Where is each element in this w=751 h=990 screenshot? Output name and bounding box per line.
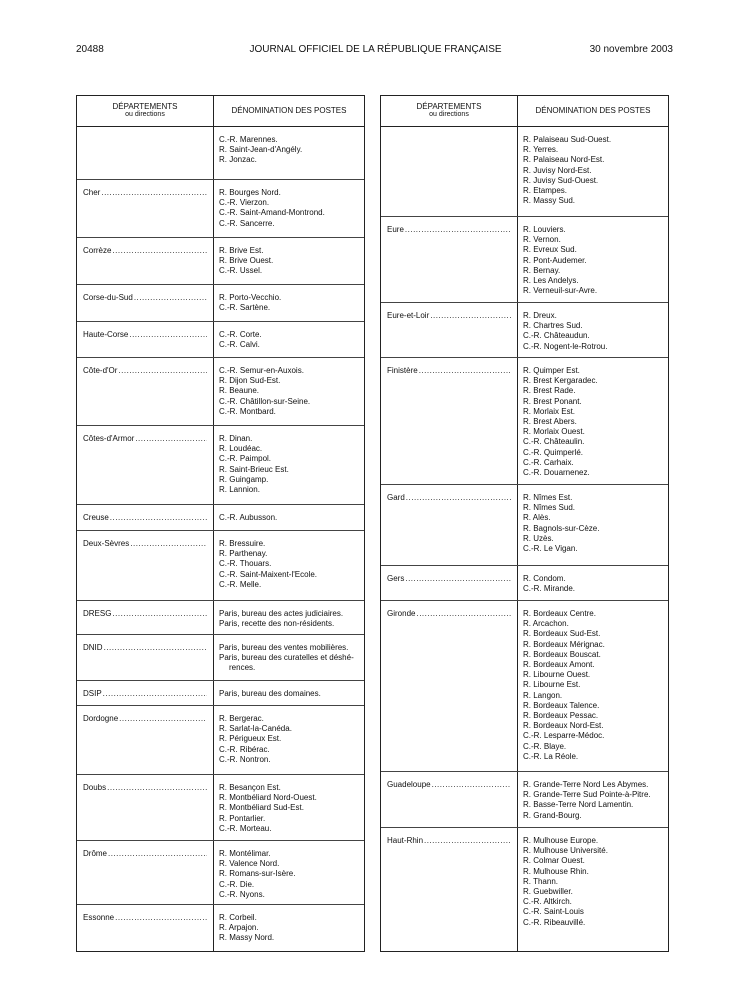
poste-entry: R. Brest Rade. bbox=[523, 386, 576, 396]
table-row bbox=[381, 772, 668, 828]
departement-cell bbox=[83, 714, 207, 724]
poste-entry: C.-R. La Réole. bbox=[523, 751, 579, 761]
departement-name: Haut-Rhin bbox=[387, 836, 424, 845]
poste-entry: R. Dreux. bbox=[523, 311, 557, 320]
departement-cell bbox=[83, 366, 207, 376]
poste-entry: C.-R. Altkirch. bbox=[523, 897, 572, 907]
leader-dots bbox=[115, 913, 207, 923]
postes-cell bbox=[219, 681, 364, 705]
leader-dots bbox=[419, 366, 511, 376]
poste-entry: C.-R. Blaye. bbox=[523, 741, 567, 751]
table-row bbox=[77, 635, 364, 681]
table-row bbox=[77, 358, 364, 426]
departement-name: Essonne bbox=[83, 913, 115, 922]
poste-entry: R. Louviers. bbox=[523, 225, 566, 234]
postes-cell bbox=[523, 303, 668, 358]
postes-cell bbox=[219, 358, 364, 423]
poste-entry: R. Bordeaux Mérignac. bbox=[523, 639, 605, 649]
header-departements bbox=[77, 96, 213, 126]
table-row bbox=[77, 531, 364, 601]
postes-cell bbox=[219, 775, 364, 840]
departement-name: DSIP bbox=[83, 689, 102, 698]
poste-entry: R. Brest Kergaradec. bbox=[523, 376, 598, 386]
leader-dots bbox=[112, 609, 207, 619]
leader-dots bbox=[107, 783, 207, 793]
table-row bbox=[381, 601, 668, 772]
poste-entry: C.-R. Carhaix. bbox=[523, 457, 574, 467]
table-row bbox=[77, 285, 364, 322]
poste-entry: R. Bordeaux Amont. bbox=[523, 660, 595, 670]
postes-cell bbox=[219, 531, 364, 596]
poste-entry: R. Loudéac. bbox=[219, 444, 263, 454]
poste-entry: C.-R. Châteaulin. bbox=[523, 437, 585, 447]
poste-entry: C.-R. Ribérac. bbox=[219, 744, 270, 754]
departement-name: DNID bbox=[83, 643, 103, 652]
poste-entry: C.-R. Montbard. bbox=[219, 406, 276, 416]
departement-name: Creuse bbox=[83, 513, 109, 522]
leader-dots bbox=[135, 434, 207, 444]
poste-entry: R. Lannion. bbox=[219, 485, 260, 495]
poste-entry: C.-R. Nyons. bbox=[219, 889, 265, 899]
postes-cell bbox=[219, 635, 364, 680]
poste-entry: R. Corbeil. bbox=[219, 913, 257, 922]
table-row bbox=[77, 505, 364, 531]
poste-entry: C.-R. Sancerre. bbox=[219, 218, 275, 228]
poste-entry: R. Palaiseau Nord-Est. bbox=[523, 155, 605, 165]
poste-entry: C.-R. Saint-Louis bbox=[523, 907, 584, 917]
table-row bbox=[381, 217, 668, 303]
poste-entry: R. Uzès. bbox=[523, 533, 554, 543]
postes-cell bbox=[523, 601, 668, 768]
poste-entry: R. Guebwiller. bbox=[523, 887, 573, 897]
poste-entry: C.-R. Calvi. bbox=[219, 340, 260, 350]
departement-cell bbox=[387, 493, 511, 503]
postes-cell bbox=[219, 426, 364, 501]
poste-entry: C.-R. Corte. bbox=[219, 330, 262, 339]
table-row bbox=[77, 180, 364, 238]
poste-entry: R. Sarlat-la-Canéda. bbox=[219, 724, 292, 734]
poste-entry: R. Quimper Est. bbox=[523, 366, 580, 375]
poste-entry: R. Nîmes Sud. bbox=[523, 503, 576, 513]
departement-cell bbox=[83, 434, 207, 444]
postes-cell bbox=[219, 505, 364, 529]
poste-entry: C.-R. Melle. bbox=[219, 579, 262, 589]
departement-name: Deux-Sèvres bbox=[83, 539, 130, 548]
poste-entry: R. Brive Est. bbox=[219, 246, 264, 255]
leader-dots bbox=[134, 293, 207, 303]
poste-entry: C.-R. Saint-Amand-Montrond. bbox=[219, 208, 325, 218]
poste-entry: Paris, bureau des ventes mobilières. bbox=[219, 643, 349, 652]
poste-entry: R. Brest Ponant. bbox=[523, 396, 582, 406]
poste-entry: R. Romans-sur-Isère. bbox=[219, 869, 296, 879]
header-denomination: DÉNOMINATION DES POSTES bbox=[535, 106, 651, 115]
poste-entry: R. Etampes. bbox=[523, 186, 568, 196]
postes-cell bbox=[219, 180, 364, 235]
leader-dots bbox=[416, 609, 511, 619]
poste-entry: R. Beaune. bbox=[219, 386, 260, 396]
header-denomination: DÉNOMINATION DES POSTES bbox=[231, 106, 347, 115]
postes-cell bbox=[219, 841, 364, 906]
header-departements-sub: ou directions bbox=[125, 111, 165, 118]
departement-cell bbox=[387, 609, 511, 619]
poste-entry: R. Thann. bbox=[523, 876, 558, 886]
poste-entry: C.-R. Châteaudun. bbox=[523, 331, 590, 341]
postes-cell bbox=[523, 772, 668, 827]
departement-name: Corrèze bbox=[83, 246, 112, 255]
table-right-column bbox=[380, 95, 669, 952]
postes-cell bbox=[219, 706, 364, 771]
poste-entry: R. Basse-Terre Nord Lamentin. bbox=[523, 800, 634, 810]
header-departements-sub: ou directions bbox=[429, 111, 469, 118]
poste-entry: C.-R. Quimperlé. bbox=[523, 447, 584, 457]
poste-entry: R. Dijon Sud-Est. bbox=[219, 376, 281, 386]
poste-entry: R. Alès. bbox=[523, 513, 551, 523]
poste-entry: R. Bordeaux Centre. bbox=[523, 609, 596, 618]
table-row bbox=[381, 566, 668, 601]
postes-cell bbox=[523, 828, 668, 934]
table-row bbox=[77, 127, 364, 180]
poste-entry: R. Langon. bbox=[523, 690, 563, 700]
poste-entry: R. Nîmes Est. bbox=[523, 493, 573, 502]
table-rows-right bbox=[381, 127, 668, 951]
poste-entry: R. Pont-Audemer. bbox=[523, 255, 587, 265]
departement-name: Eure-et-Loir bbox=[387, 311, 430, 320]
leader-dots bbox=[118, 366, 207, 376]
departement-name: Doubs bbox=[83, 783, 107, 792]
poste-entry: Paris, bureau des actes judiciaires. bbox=[219, 609, 344, 618]
poste-entry: R. Massy Nord. bbox=[219, 933, 275, 943]
poste-entry: C.-R. Nontron. bbox=[219, 754, 271, 764]
departement-cell bbox=[387, 780, 511, 790]
poste-entry: R. Montbéliard Nord-Ouest. bbox=[219, 793, 317, 803]
poste-entry: C.-R. Châtillon-sur-Seine. bbox=[219, 396, 311, 406]
poste-entry: R. Colmar Ouest. bbox=[523, 856, 585, 866]
departement-name: Côtes-d'Armor bbox=[83, 434, 135, 443]
poste-entry: R. Juvisy Sud-Ouest. bbox=[523, 175, 599, 185]
poste-entry: R. Valence Nord. bbox=[219, 859, 280, 869]
departement-cell bbox=[83, 609, 207, 619]
poste-entry: C.-R. Thouars. bbox=[219, 559, 272, 569]
postes-cell bbox=[523, 217, 668, 302]
header-departements-label: DÉPARTEMENTS bbox=[416, 102, 482, 111]
poste-entry: R. Jonzac. bbox=[219, 155, 257, 165]
poste-entry: R. Bordeaux Sud-Est. bbox=[523, 629, 601, 639]
poste-entry: R. Morlaix Est. bbox=[523, 406, 576, 416]
departement-name: Gers bbox=[387, 574, 405, 583]
departement-name: Guadeloupe bbox=[387, 780, 431, 789]
poste-entry: Paris, bureau des curatelles et déshé- bbox=[219, 653, 354, 663]
poste-entry: C.-R. Lesparre-Médoc. bbox=[523, 731, 605, 741]
postes-cell bbox=[523, 566, 668, 600]
departement-name: Finistère bbox=[387, 366, 418, 375]
poste-entry: R. Dinan. bbox=[219, 434, 253, 443]
departement-name: Dordogne bbox=[83, 714, 119, 723]
publication-date: 30 novembre 2003 bbox=[589, 44, 673, 55]
poste-entry: R. Arcachon. bbox=[523, 619, 569, 629]
table-row bbox=[77, 601, 364, 635]
header-departements-label: DÉPARTEMENTS bbox=[112, 102, 178, 111]
poste-entry: R. Massy Sud. bbox=[523, 196, 576, 206]
poste-entry: rences. bbox=[229, 663, 256, 673]
leader-dots bbox=[430, 311, 511, 321]
departement-cell bbox=[83, 539, 207, 549]
table-row bbox=[381, 303, 668, 358]
poste-entry: R. Bagnols-sur-Cèze. bbox=[523, 523, 600, 533]
poste-entry: C.-R. Sartène. bbox=[219, 303, 271, 313]
poste-entry: R. Libourne Est. bbox=[523, 680, 581, 690]
poste-entry: R. Mulhouse Université. bbox=[523, 846, 608, 856]
departement-cell bbox=[387, 311, 511, 321]
leader-dots bbox=[110, 513, 207, 523]
poste-entry: R. Condom. bbox=[523, 574, 566, 583]
poste-entry: C.-R. Die. bbox=[219, 879, 255, 889]
poste-entry: R. Les Andelys. bbox=[523, 276, 579, 286]
postes-cell bbox=[523, 127, 668, 212]
table-row bbox=[77, 905, 364, 951]
table-left-column bbox=[76, 95, 365, 952]
departement-name: Gard bbox=[387, 493, 405, 502]
departement-cell bbox=[387, 574, 511, 584]
poste-entry: R. Vernon. bbox=[523, 235, 561, 245]
poste-entry: Paris, bureau des domaines. bbox=[219, 689, 321, 698]
leader-dots bbox=[424, 836, 511, 846]
table-row bbox=[77, 775, 364, 841]
poste-entry: R. Bressuire. bbox=[219, 539, 266, 548]
poste-entry: C.-R. Saint-Maixent-l'Ecole. bbox=[219, 569, 317, 579]
poste-entry: C.-R. Vierzon. bbox=[219, 198, 270, 208]
departement-cell bbox=[83, 689, 207, 699]
poste-entry: R. Palaiseau Sud-Ouest. bbox=[523, 135, 612, 144]
table-row bbox=[77, 681, 364, 706]
poste-entry: R. Evreux Sud. bbox=[523, 245, 577, 255]
postes-cell bbox=[219, 322, 364, 356]
poste-entry: R. Juvisy Nord-Est. bbox=[523, 165, 592, 175]
poste-entry: R. Mulhouse Europe. bbox=[523, 836, 599, 845]
poste-entry: R. Bordeaux Pessac. bbox=[523, 711, 599, 721]
table-row bbox=[381, 828, 668, 940]
poste-entry: R. Parthenay. bbox=[219, 549, 268, 559]
poste-entry: R. Bergerac. bbox=[219, 714, 264, 723]
poste-entry: C.-R. Semur-en-Auxois. bbox=[219, 366, 304, 375]
leader-dots bbox=[112, 246, 207, 256]
departement-name: DRESG bbox=[83, 609, 112, 618]
poste-entry: R. Bernay. bbox=[523, 265, 561, 275]
poste-entry: C.-R. Marennes. bbox=[219, 135, 278, 144]
postes-cell bbox=[219, 238, 364, 283]
poste-entry: R. Bordeaux Nord-Est. bbox=[523, 721, 604, 731]
poste-entry: R. Montbéliard Sud-Est. bbox=[219, 803, 304, 813]
page-number: 20488 bbox=[76, 44, 104, 55]
leader-dots bbox=[129, 330, 207, 340]
poste-entry: R. Grande-Terre Nord Les Abymes. bbox=[523, 780, 649, 789]
postes-cell bbox=[219, 127, 364, 172]
departement-name: Drôme bbox=[83, 849, 108, 858]
leader-dots bbox=[405, 225, 511, 235]
postes-cell bbox=[219, 905, 364, 950]
departement-cell bbox=[387, 225, 511, 235]
table-row bbox=[381, 358, 668, 485]
postes-cell bbox=[219, 285, 364, 319]
table-row bbox=[77, 706, 364, 775]
poste-entry: C.-R. Paimpol. bbox=[219, 454, 272, 464]
poste-entry: R. Grande-Terre Sud Pointe-à-Pitre. bbox=[523, 790, 651, 800]
departement-cell bbox=[83, 643, 207, 653]
poste-entry: C.-R. Le Vigan. bbox=[523, 544, 578, 554]
leader-dots bbox=[119, 714, 207, 724]
poste-entry: R. Morlaix Ouest. bbox=[523, 427, 585, 437]
departement-cell bbox=[387, 366, 511, 376]
poste-entry: R. Pontarlier. bbox=[219, 813, 266, 823]
poste-entry: R. Guingamp. bbox=[219, 474, 269, 484]
poste-entry: C.-R. Nogent-le-Rotrou. bbox=[523, 341, 608, 351]
table-row bbox=[381, 127, 668, 217]
poste-entry: R. Brest Abers. bbox=[523, 417, 577, 427]
departement-name: Gironde bbox=[387, 609, 416, 618]
departement-cell bbox=[83, 913, 207, 923]
poste-entry: R. Porto-Vecchio. bbox=[219, 293, 282, 302]
leader-dots bbox=[432, 780, 511, 790]
header-departements bbox=[381, 96, 517, 126]
leader-dots bbox=[101, 188, 207, 198]
leader-dots bbox=[104, 643, 207, 653]
poste-entry: R. Verneuil-sur-Avre. bbox=[523, 286, 598, 296]
departement-cell bbox=[83, 849, 207, 859]
postes-cell bbox=[523, 485, 668, 560]
poste-entry: R. Bourges Nord. bbox=[219, 188, 281, 197]
departement-cell bbox=[83, 246, 207, 256]
departement-cell bbox=[83, 330, 207, 340]
table-row bbox=[77, 238, 364, 285]
departement-cell bbox=[83, 783, 207, 793]
poste-entry: C.-R. Aubusson. bbox=[219, 513, 278, 522]
poste-entry: C.-R. Douarnenez. bbox=[523, 468, 590, 478]
table-rows-left bbox=[77, 127, 364, 951]
poste-entry: R. Yerres. bbox=[523, 145, 559, 155]
departement-cell bbox=[83, 513, 207, 523]
poste-entry: R. Grand-Bourg. bbox=[523, 810, 582, 820]
postes-cell bbox=[219, 601, 364, 635]
leader-dots bbox=[103, 689, 207, 699]
poste-entry: R. Brive Ouest. bbox=[219, 256, 274, 266]
poste-entry: R. Mulhouse Rhin. bbox=[523, 866, 589, 876]
poste-entry: R. Périgueux Est. bbox=[219, 734, 282, 744]
poste-entry: C.-R. Morteau. bbox=[219, 823, 272, 833]
departement-cell bbox=[83, 188, 207, 198]
leader-dots bbox=[130, 539, 207, 549]
poste-entry: C.-R. Ribeauvillé. bbox=[523, 917, 586, 927]
departement-name: Eure bbox=[387, 225, 404, 234]
departement-name: Corse-du-Sud bbox=[83, 293, 133, 302]
table-row bbox=[381, 485, 668, 566]
poste-entry: R. Chartres Sud. bbox=[523, 321, 583, 331]
postes-cell bbox=[523, 358, 668, 484]
table-row bbox=[77, 426, 364, 505]
journal-title: JOURNAL OFFICIEL DE LA RÉPUBLIQUE FRANÇAISE bbox=[249, 44, 502, 55]
departement-name: Côte-d'Or bbox=[83, 366, 118, 375]
leader-dots bbox=[405, 574, 511, 584]
poste-entry: C.-R. Mirande. bbox=[523, 584, 576, 594]
departement-name: Haute-Corse bbox=[83, 330, 129, 339]
poste-entry: Paris, recette des non-résidents. bbox=[219, 619, 335, 629]
poste-entry: R. Saint-Jean-d'Angély. bbox=[219, 145, 303, 155]
leader-dots bbox=[108, 849, 207, 859]
departement-cell bbox=[83, 293, 207, 303]
poste-entry: C.-R. Ussel. bbox=[219, 266, 263, 276]
poste-entry: R. Bordeaux Talence. bbox=[523, 700, 600, 710]
poste-entry: R. Saint-Brieuc Est. bbox=[219, 464, 289, 474]
table-row bbox=[77, 841, 364, 905]
leader-dots bbox=[406, 493, 511, 503]
poste-entry: R. Besançon Est. bbox=[219, 783, 281, 792]
poste-entry: R. Montélimar. bbox=[219, 849, 271, 858]
table-row bbox=[77, 322, 364, 358]
poste-entry: R. Arpajon. bbox=[219, 923, 259, 933]
poste-entry: R. Libourne Ouest. bbox=[523, 670, 591, 680]
departement-cell bbox=[387, 836, 511, 846]
departement-name: Cher bbox=[83, 188, 101, 197]
poste-entry: R. Bordeaux Bouscat. bbox=[523, 649, 601, 659]
